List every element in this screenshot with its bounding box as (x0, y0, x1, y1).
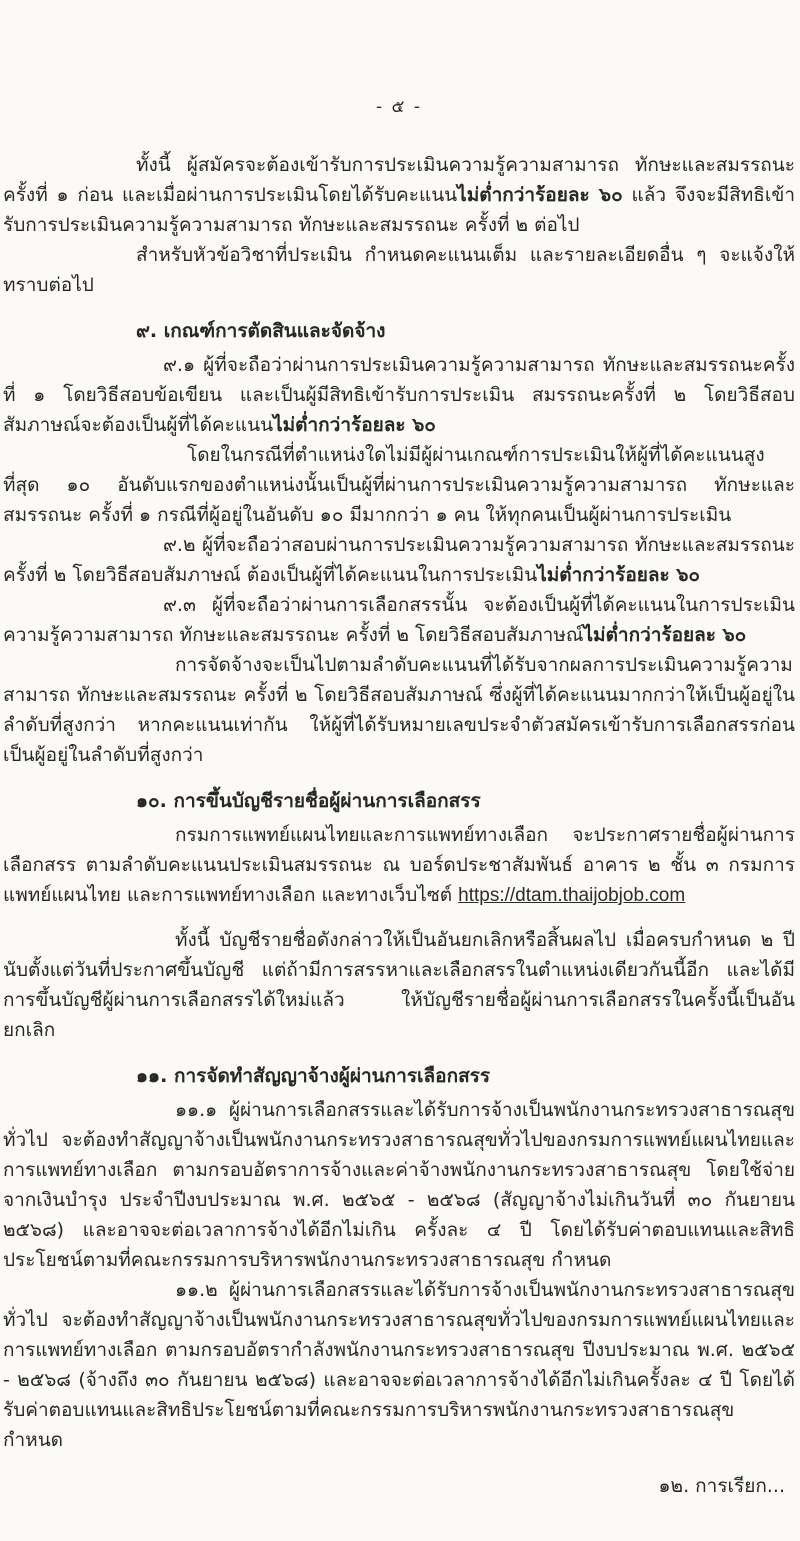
section-9-hiring-order-paragraph: การจัดจ้างจะเป็นไปตามลำดับคะแนนที่ได้รับจากผลการประเมินความรู้ความสามารถ ทักษะและสมรรถนะ ครั้งที่ ๒ โดยวิธีสอบสัมภาษณ์ ซึ่งผู้ที่ได้คะแนนมากกว่าให้เป็นผู้อยู่ในลำดับที่สูงกว่า หากคะแนนเท่ากัน ให้ผู้ที่ได้รับหมายเลขประจำตัวสมัครเข้ารับการเลือกสรรก่อนเป็นผู้อยู่ในลำดับที่สูงกว่า (3, 654, 795, 766)
dtam-website-link[interactable]: https://dtam.thaijobjob.com (458, 885, 686, 906)
section-11-item-1: ๑๑.๑ ผู้ผ่านการเลือกสรรและได้รับการจ้างเป็นพนักงานกระทรวงสาธารณสุขทั่วไป จะต้องทำสัญญาจ้างเป็นพนักงานกระทรวงสาธารณสุขทั่วไปของกรมการแพทย์แผนไทยและการแพทย์ทางเลือก ตามกรอบอัตราการจ้างและค่าจ้างพนักงานกระทรวงสาธารณสุข โดยใช้จ่ายจากเงินบำรุง ประจำปีงบประมาณ พ.ศ. ๒๕๖๕ - ๒๕๖๘ (สัญญาจ้างไม่เกินวันที่ ๓๐ กันยายน ๒๕๖๘) และอาจจะต่อเวลาการจ้างได้อีกไม่เกิน ครั้งละ ๔ ปี โดยได้รับค่าตอบแทนและสิทธิประโยชน์ตามที่คณะกรรมการบริหารพนักงานกระทรวงสาธารณสุข กำหนด (3, 1099, 795, 1271)
section-9-item-3 (3, 590, 795, 650)
text-run: ๙.๒ ผู้ที่จะถือว่าสอบผ่านการประเมินความรู้ความสามารถ ทักษะและสมรรถนะ ครั้งที่ ๒ โดยวิธีสอบสัมภาษณ์ ต้องเป็นผู้ที่ได้คะแนนในการประเมิน (3, 534, 795, 586)
section-10-announcement-paragraph (3, 820, 795, 911)
text-run: แล้ว จึงจะมีสิทธิเข้ารับการประเมินความรู้ความสามารถ ทักษะและสมรรถนะ ครั้งที่ ๒ ต่อไป (3, 184, 795, 236)
next-page-continuation-marker: ๑๒. การเรียก... (658, 1475, 785, 1497)
page-number: - ๕ - (376, 97, 422, 117)
section-10-heading: ๑๐. การขึ้นบัญชีรายชื่อผู้ผ่านการเลือกสรร (136, 790, 481, 812)
section-11-heading: ๑๑. การจัดทำสัญญาจ้างผู้ผ่านการเลือกสรร (136, 1065, 491, 1087)
text-run: กรมการแพทย์แผนไทยและการแพทย์ทางเลือก จะประกาศรายชื่อผู้ผ่านการเลือกสรร ตามลำดับคะแนนประเมินสมรรถนะ ณ บอร์ดประชาสัมพันธ์ อาคาร ๒ ชั้น ๓ กรมการแพทย์แผนไทย และการแพทย์ทางเลือก และทางเว็บไซต์ (3, 824, 795, 906)
text-run-bold-min-score: ไม่ต่ำกว่าร้อยละ ๖๐ (457, 184, 623, 206)
intro-paragraph-2: สำหรับหัวข้อวิชาที่ประเมิน กำหนดคะแนนเต็ม และรายละเอียดอื่น ๆ จะแจ้งให้ทราบต่อไป (3, 244, 795, 296)
section-9-heading: ๙. เกณฑ์การตัดสินและจัดจ้าง (136, 320, 386, 342)
text-run: ๙.๓ ผู้ที่จะถือว่าผ่านการเลือกสรรนั้น จะต้องเป็นผู้ที่ได้คะแนนในการประเมินความรู้ความสามารถ ทักษะและสมรรถนะ ครั้งที่ ๒ โดยวิธีสอบสัมภาษณ์ (3, 594, 795, 646)
text-run-bold-min-score: ไม่ต่ำกว่าร้อยละ ๖๐ (273, 414, 436, 436)
section-9-item-2 (3, 530, 795, 590)
text-run: ๙.๑ ผู้ที่จะถือว่าผ่านการประเมินความรู้ความสามารถ ทักษะและสมรรถนะครั้งที่ ๑ โดยวิธีสอบข้อเขียน และเป็นผู้มีสิทธิเข้ารับการประเมิน สมรรถนะครั้งที่ ๒ โดยวิธีสอบสัมภาษณ์จะต้องเป็นผู้ที่ได้คะแนน (3, 354, 795, 436)
intro-paragraph-1 (3, 150, 795, 240)
text-run: ทั้งนี้ ผู้สมัครจะต้องเข้ารับการประเมินความรู้ความสามารถ ทักษะและสมรรถนะ ครั้งที่ ๑ ก่อน และเมื่อผ่านการประเมินโดยได้รับคะแนน (3, 154, 795, 206)
text-run-bold-min-score: ไม่ต่ำกว่าร้อยละ ๖๐ (583, 624, 747, 646)
section-10-expiry-paragraph: ทั้งนี้ บัญชีรายชื่อดังกล่าวให้เป็นอันยกเลิกหรือสิ้นผลไป เมื่อครบกำหนด ๒ ปี นับตั้งแต่วันที่ประกาศขึ้นบัญชี แต่ถ้ามีการสรรหาและเลือกสรรในตำแหน่งเดียวกันนี้อีก และได้มีการขึ้นบัญชีผู้ผ่านการเลือกสรรได้ใหม่แล้ว ให้บัญชีรายชื่อผู้ผ่านการเลือกสรรในครั้งนี้เป็นอันยกเลิก (3, 929, 795, 1041)
text-run-bold-min-score: ไม่ต่ำกว่าร้อยละ ๖๐ (537, 564, 701, 586)
section-11-item-2: ๑๑.๒ ผู้ผ่านการเลือกสรรและได้รับการจ้างเป็นพนักงานกระทรวงสาธารณสุขทั่วไป จะต้องทำสัญญาจ้างเป็นพนักงานกระทรวงสาธารณสุขทั่วไปของกรมการแพทย์แผนไทยและการแพทย์ทางเลือก ตามกรอบอัตรากำลังพนักงานกระทรวงสาธารณสุข ปีงบประมาณ พ.ศ. ๒๕๖๕ - ๒๕๖๘ (จ้างถึง ๓๐ กันยายน ๒๕๖๘) และอาจจะต่อเวลาการจ้างได้อีกไม่เกินครั้งละ ๔ ปี โดยได้รับค่าตอบแทนและสิทธิประโยชน์ตามที่คณะกรรมการบริหารพนักงานกระทรวงสาธารณสุข กำหนด (3, 1279, 795, 1451)
section-9-item-1 (3, 350, 795, 440)
section-9-item-1-continuation: โดยในกรณีที่ตำแหน่งใดไม่มีผู้ผ่านเกณฑ์การประเมินให้ผู้ที่ได้คะแนนสูงที่สุด ๑๐ อันดับแรกของตำแหน่งนั้นเป็นผู้ที่ผ่านการประเมินความรู้ความสามารถ ทักษะและสมรรถนะ ครั้งที่ ๑ กรณีที่ผู้อยู่ในอันดับ ๑๐ มีมากกว่า ๑ คน ให้ทุกคนเป็นผู้ผ่านการประเมิน (3, 444, 795, 526)
